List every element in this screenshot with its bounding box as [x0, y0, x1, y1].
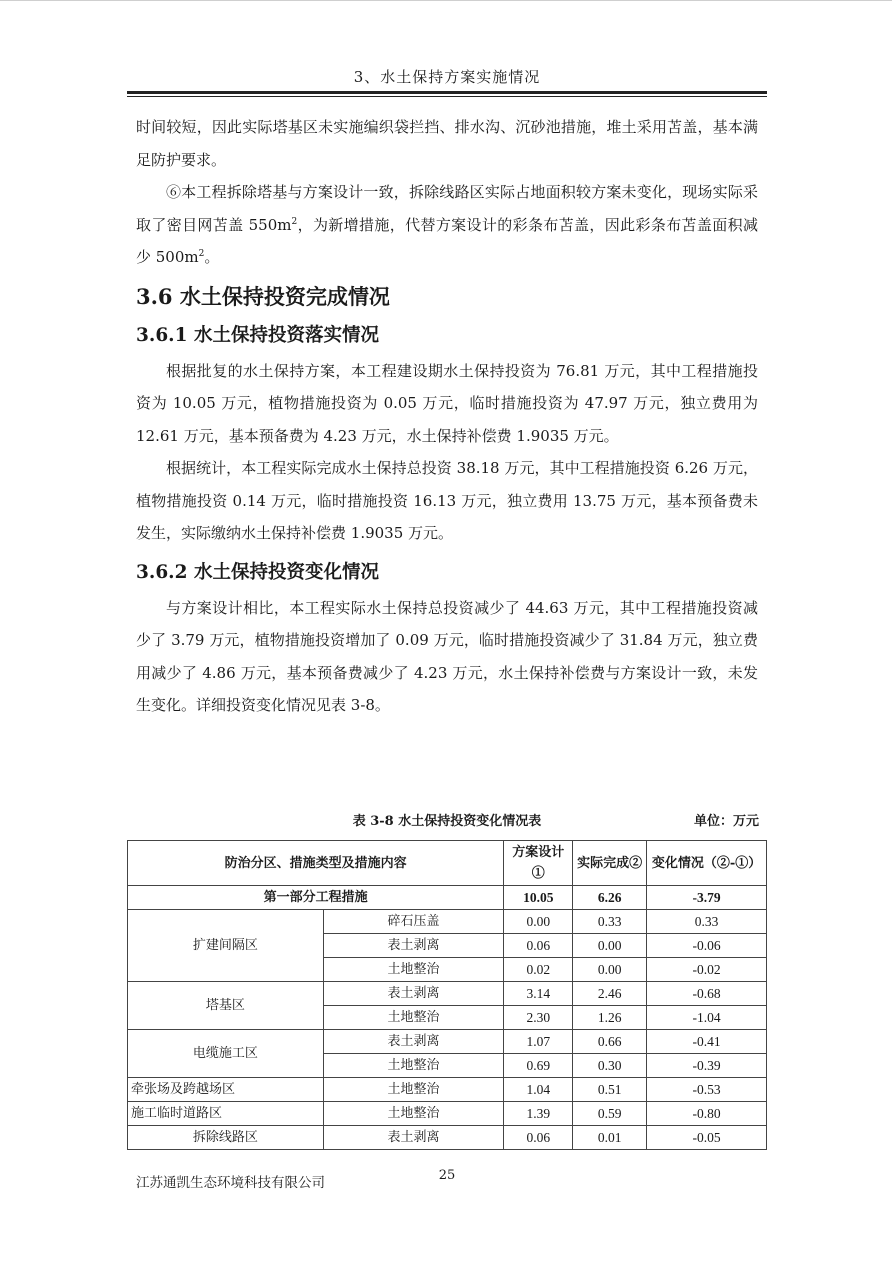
- table-row: [128, 910, 767, 934]
- table-caption-row: [127, 808, 767, 830]
- measure-cell: 土地整治: [323, 1006, 504, 1030]
- plan-cell: 0.06: [504, 934, 573, 958]
- measure-cell: 土地整治: [323, 1102, 504, 1126]
- body-text: [136, 111, 758, 722]
- actual-cell: 1.26: [573, 1006, 647, 1030]
- page-number: 25: [438, 1168, 456, 1183]
- zone-cell: 塔基区: [128, 982, 324, 1030]
- measure-cell: 土地整治: [323, 1078, 504, 1102]
- change-cell: -0.80: [647, 1102, 767, 1126]
- table-caption: 表 3-8 水土保持投资变化情况表: [352, 814, 542, 829]
- actual-cell: 0.66: [573, 1030, 647, 1054]
- zone-cell: 电缆施工区: [128, 1030, 324, 1078]
- actual-cell: 0.00: [573, 934, 647, 958]
- table-row: [128, 1078, 767, 1102]
- plan-cell: 3.14: [504, 982, 573, 1006]
- top-border: [0, 0, 892, 1]
- change-cell: -0.68: [647, 982, 767, 1006]
- col-header-actual: 实际完成②: [573, 841, 647, 886]
- measure-cell: 表土剥离: [323, 934, 504, 958]
- measure-cell: 表土剥离: [323, 1126, 504, 1150]
- section-change: -3.79: [647, 886, 767, 910]
- table-row: [128, 1102, 767, 1126]
- actual-cell: 0.33: [573, 910, 647, 934]
- table-body: [128, 886, 767, 1150]
- footer-company: 江苏通凯生态环境科技有限公司: [136, 1175, 325, 1191]
- section-label: 第一部分工程措施: [128, 886, 504, 910]
- change-cell: -1.04: [647, 1006, 767, 1030]
- table-row: [128, 982, 767, 1006]
- change-cell: -0.53: [647, 1078, 767, 1102]
- header-rule-thick: [127, 91, 767, 94]
- actual-cell: 0.30: [573, 1054, 647, 1078]
- paragraph-investment-change: 与方案设计相比，本工程实际水土保持总投资减少了 44.63 万元，其中工程措施投资减少了 3.79 万元，植物措施投资增加了 0.09 万元，临时措施投资减少了 31.84 万元，独立费用减少了 4.86 万元，基本预备费减少了 4.23 万元，水土保持补偿费与方案设计一致，未发生变化。详细投资变化情况见表 3-8。: [136, 598, 758, 714]
- p2-text-c: 。: [204, 248, 220, 266]
- p2-text-a: ⑥本工程拆除塔基与方案设计一致，拆除线路区实际占地面积较方案未变化，现场实际采取了密目网苫盖 550m: [136, 183, 758, 234]
- col-header-plan: 方案设计①: [504, 841, 573, 886]
- p2-sup-1: 2: [291, 216, 298, 227]
- plan-cell: 0.69: [504, 1054, 573, 1078]
- actual-cell: 0.59: [573, 1102, 647, 1126]
- plan-cell: 0.00: [504, 910, 573, 934]
- section-actual: 6.26: [573, 886, 647, 910]
- section-heading-3-6: 3.6 水土保持投资完成情况: [136, 283, 390, 309]
- section-plan: 10.05: [504, 886, 573, 910]
- zone-cell: 施工临时道路区: [128, 1102, 324, 1126]
- plan-cell: 1.07: [504, 1030, 573, 1054]
- actual-cell: 2.46: [573, 982, 647, 1006]
- plan-cell: 0.02: [504, 958, 573, 982]
- measure-cell: 表土剥离: [323, 982, 504, 1006]
- paragraph-actual-investment: 根据统计，本工程实际完成水土保持总投资 38.18 万元，其中工程措施投资 6.26 万元，植物措施投资 0.14 万元，临时措施投资 16.13 万元，独立费用 13.75 万元，基本预备费未发生，实际缴纳水土保持补偿费 1.9035 万元。: [136, 459, 758, 542]
- change-cell: 0.33: [647, 910, 767, 934]
- table-unit: 单位：万元: [693, 814, 759, 829]
- section-row: [128, 886, 767, 910]
- paragraph-approved-investment: 根据批复的水土保持方案，本工程建设期水土保持投资为 76.81 万元，其中工程措施投资为 10.05 万元，植物措施投资为 0.05 万元，临时措施投资为 47.97 万元，独立费用为 12.61 万元，基本预备费为 4.23 万元，水土保持补偿费 1.9035 万元。: [136, 361, 758, 445]
- zone-cell: 拆除线路区: [128, 1126, 324, 1150]
- measure-cell: 碎石压盖: [323, 910, 504, 934]
- section-heading-3-6-2: 3.6.2 水土保持投资变化情况: [136, 561, 379, 583]
- actual-cell: 0.01: [573, 1126, 647, 1150]
- change-cell: -0.02: [647, 958, 767, 982]
- plan-cell: 0.06: [504, 1126, 573, 1150]
- measure-cell: 土地整治: [323, 1054, 504, 1078]
- actual-cell: 0.00: [573, 958, 647, 982]
- header-rule-thin: [127, 96, 767, 97]
- zone-cell: 扩建间隔区: [128, 910, 324, 982]
- table-row: [128, 1030, 767, 1054]
- table-header-row: [128, 841, 767, 886]
- col-header-item: 防治分区、措施类型及措施内容: [128, 841, 504, 886]
- col-header-change: 变化情况（②-①）: [647, 841, 767, 886]
- running-header: 3、水土保持方案实施情况: [353, 68, 541, 86]
- plan-cell: 1.04: [504, 1078, 573, 1102]
- paragraph-item-6: [136, 176, 758, 274]
- change-cell: -0.41: [647, 1030, 767, 1054]
- p2-sup-2: 2: [198, 249, 205, 259]
- zone-cell: 牵张场及跨越场区: [128, 1078, 324, 1102]
- actual-cell: 0.51: [573, 1078, 647, 1102]
- section-heading-3-6-1: 3.6.1 水土保持投资落实情况: [136, 324, 379, 346]
- measure-cell: 表土剥离: [323, 1030, 504, 1054]
- paragraph-continued: 时间较短，因此实际塔基区未实施编织袋拦挡、排水沟、沉砂池措施，堆土采用苫盖，基本满足防护要求。: [136, 118, 758, 169]
- change-cell: -0.05: [647, 1126, 767, 1150]
- plan-cell: 2.30: [504, 1006, 573, 1030]
- change-cell: -0.39: [647, 1054, 767, 1078]
- measure-cell: 土地整治: [323, 958, 504, 982]
- p2-text-b: ，为新增措施，代替方案设计的彩条布苫盖，因此彩条布苫盖面积减少 500m: [136, 215, 758, 266]
- investment-change-table: [127, 840, 767, 1150]
- table-row: [128, 1126, 767, 1150]
- change-cell: -0.06: [647, 934, 767, 958]
- plan-cell: 1.39: [504, 1102, 573, 1126]
